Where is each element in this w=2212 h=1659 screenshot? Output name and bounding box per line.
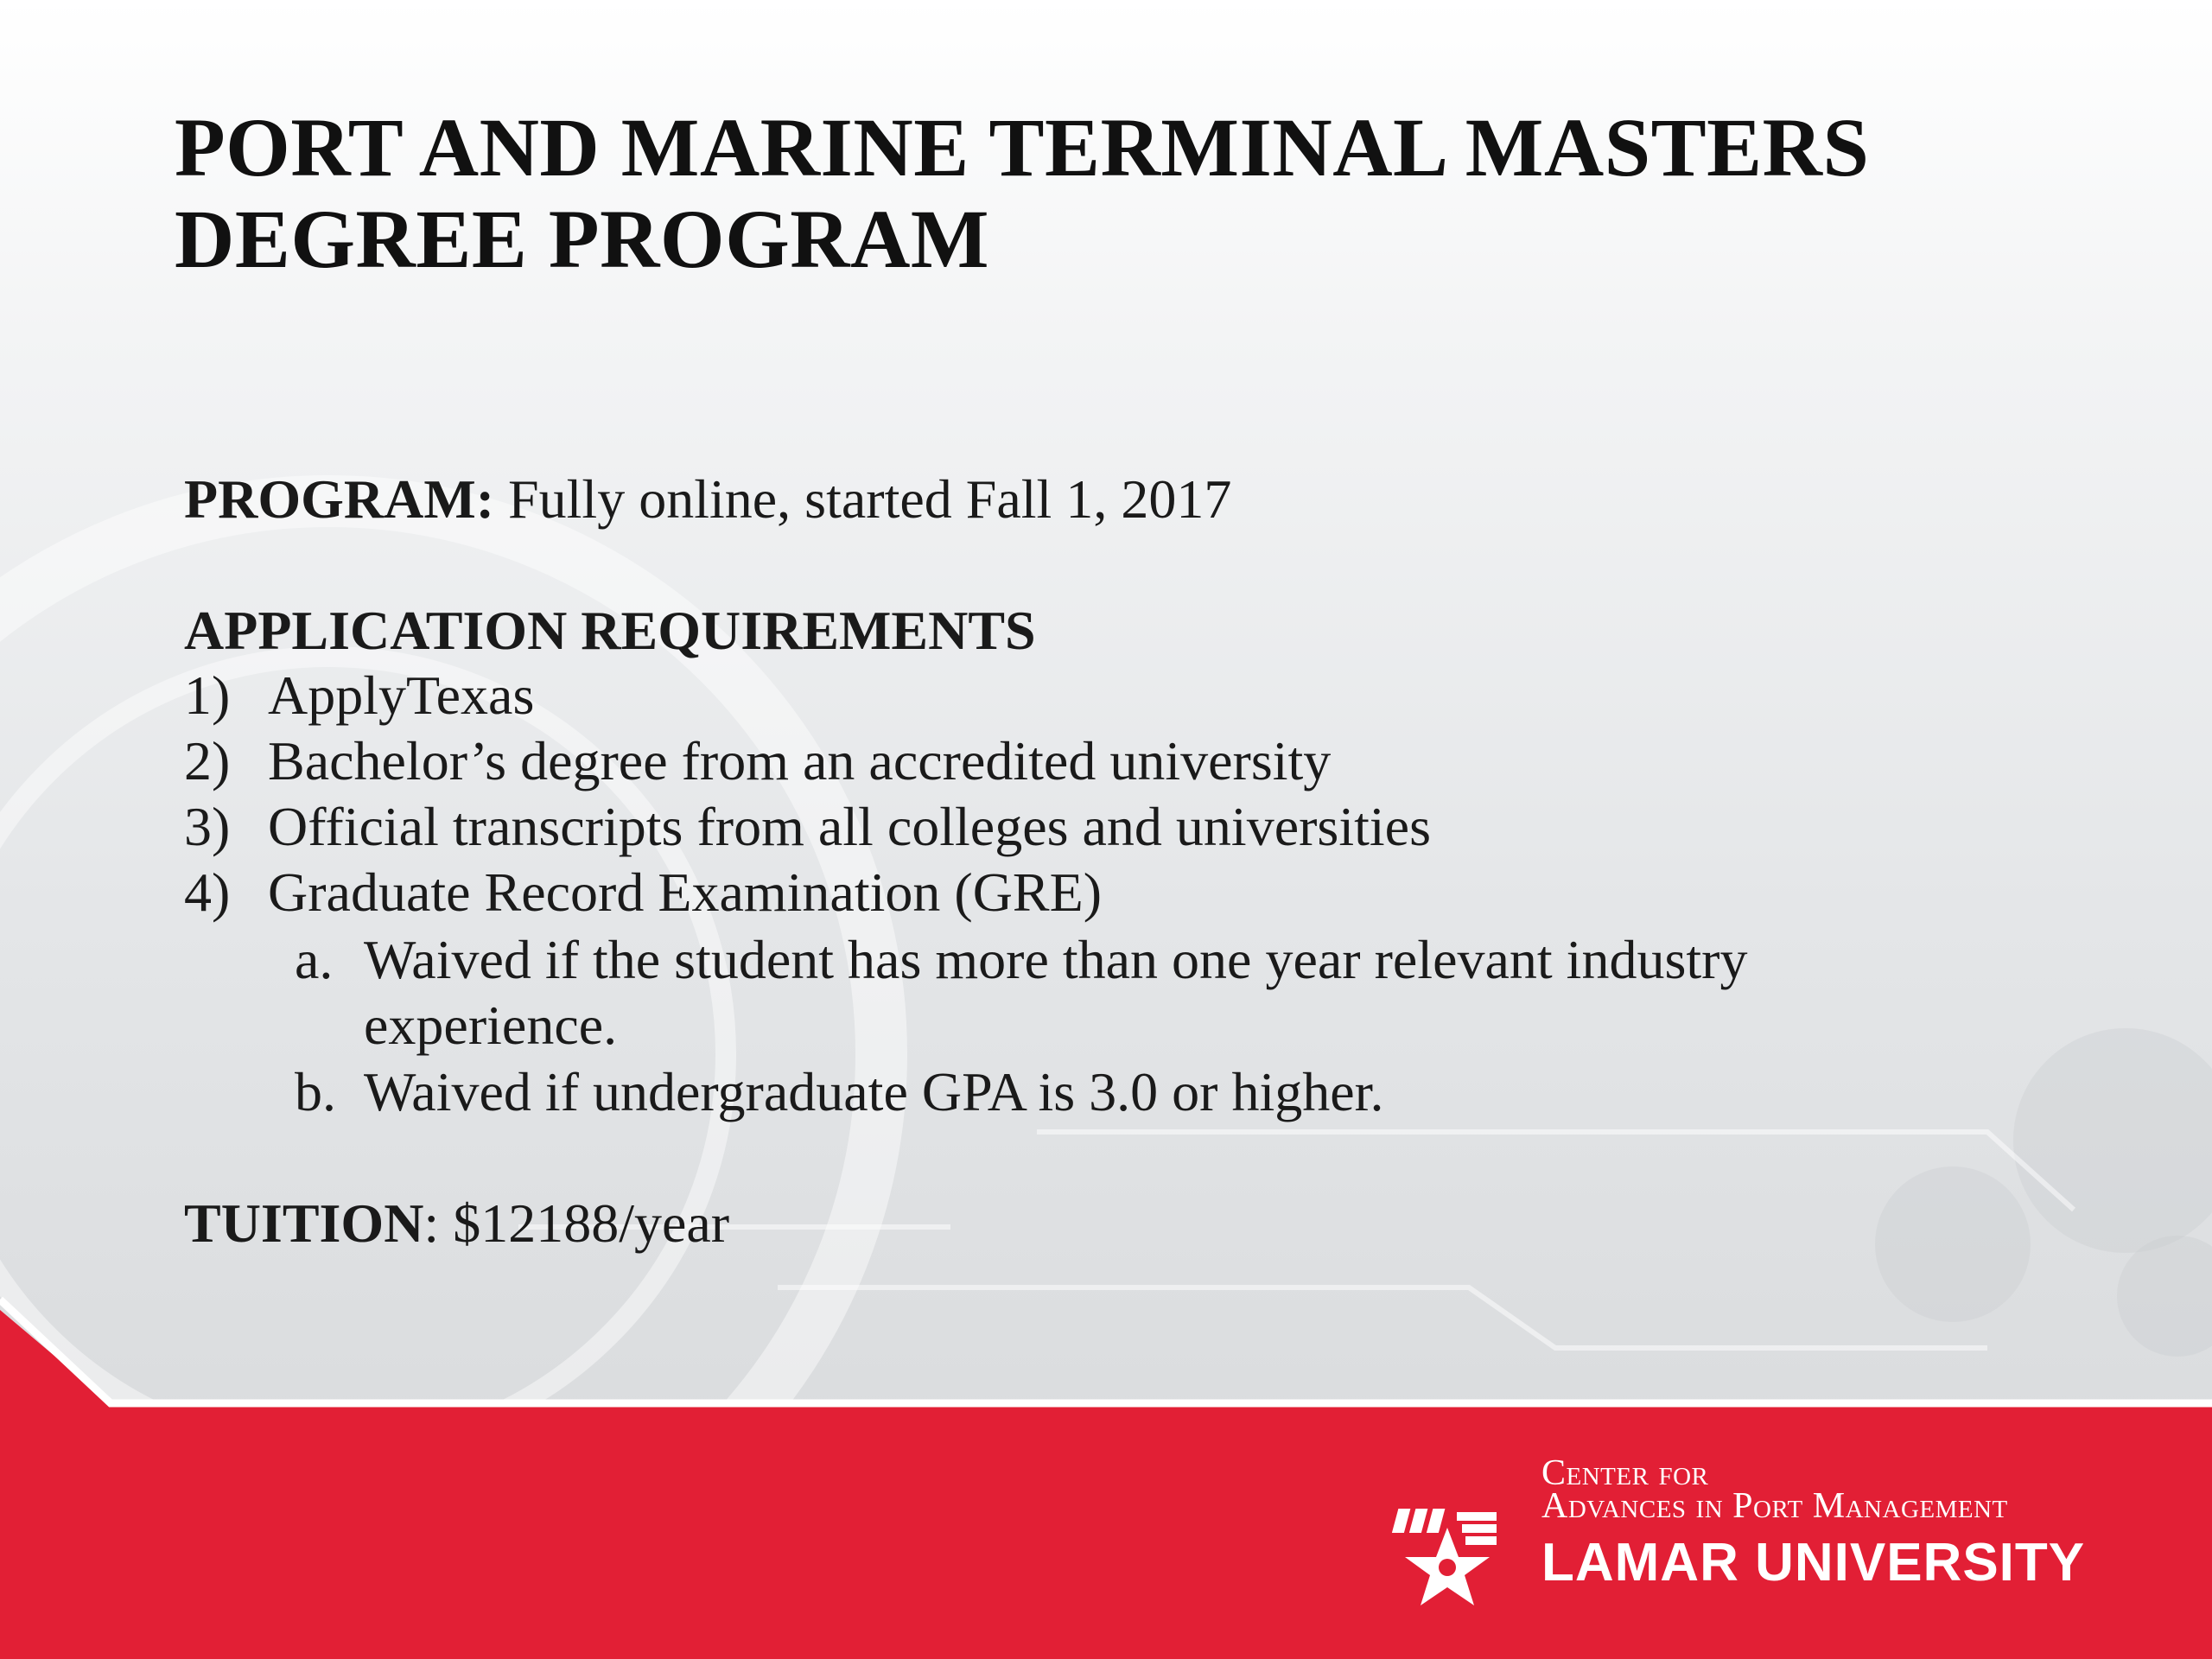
tuition-line: [184, 1191, 729, 1256]
requirement-item-3: [184, 794, 2085, 860]
slide-title-line-1: PORT AND MARINE TERMINAL MASTERS: [175, 101, 1870, 194]
logo-line-1: Center for: [1541, 1453, 1709, 1493]
sub-list-text: Waived if the student has more than one year relevant industry: [364, 929, 1748, 990]
gre-waiver-b: [184, 1059, 2085, 1125]
list-item-text: Graduate Record Examination (GRE): [268, 861, 1102, 923]
sub-list-letter: a.: [295, 929, 334, 990]
logo-university-name: LAMAR UNIVERSITY: [1541, 1533, 2086, 1592]
gre-waiver-a: [184, 927, 2085, 993]
list-item-text: Official transcripts from all colleges and universities: [268, 796, 1431, 857]
list-number: 3): [184, 796, 231, 857]
sub-list-letter: b.: [295, 1061, 336, 1122]
logo-center-text: [1541, 1453, 2008, 1526]
list-item-text: ApplyTexas: [268, 664, 535, 726]
program-text: Fully online, started Fall 1, 2017: [494, 468, 1232, 530]
tuition-label: TUITION: [184, 1192, 424, 1254]
tuition-text: : $12188/year: [423, 1192, 730, 1254]
requirement-item-4: [184, 860, 2085, 925]
program-line: [184, 467, 1231, 532]
slide-title-line-2: DEGREE PROGRAM: [175, 193, 989, 285]
sub-list-text-continued: experience.: [364, 995, 618, 1056]
lamar-university-logo: [1382, 1450, 2100, 1623]
slide-title: [175, 102, 2075, 285]
list-number: 4): [184, 861, 231, 923]
sub-list-text: Waived if undergraduate GPA is 3.0 or higher.: [364, 1061, 1384, 1122]
requirement-item-1: [184, 663, 2085, 728]
logo-line-2: Advances in Port Management: [1541, 1486, 2008, 1526]
requirements-heading: APPLICATION REQUIREMENTS: [184, 600, 1036, 661]
program-label: PROGRAM:: [184, 468, 495, 530]
list-number: 1): [184, 664, 231, 726]
requirement-item-2: [184, 728, 2085, 794]
list-number: 2): [184, 730, 231, 791]
list-item-text: Bachelor’s degree from an accredited university: [268, 730, 1332, 791]
gre-waiver-a-continued: [184, 993, 2085, 1058]
lamar-university-star-icon: [1382, 1503, 1512, 1624]
